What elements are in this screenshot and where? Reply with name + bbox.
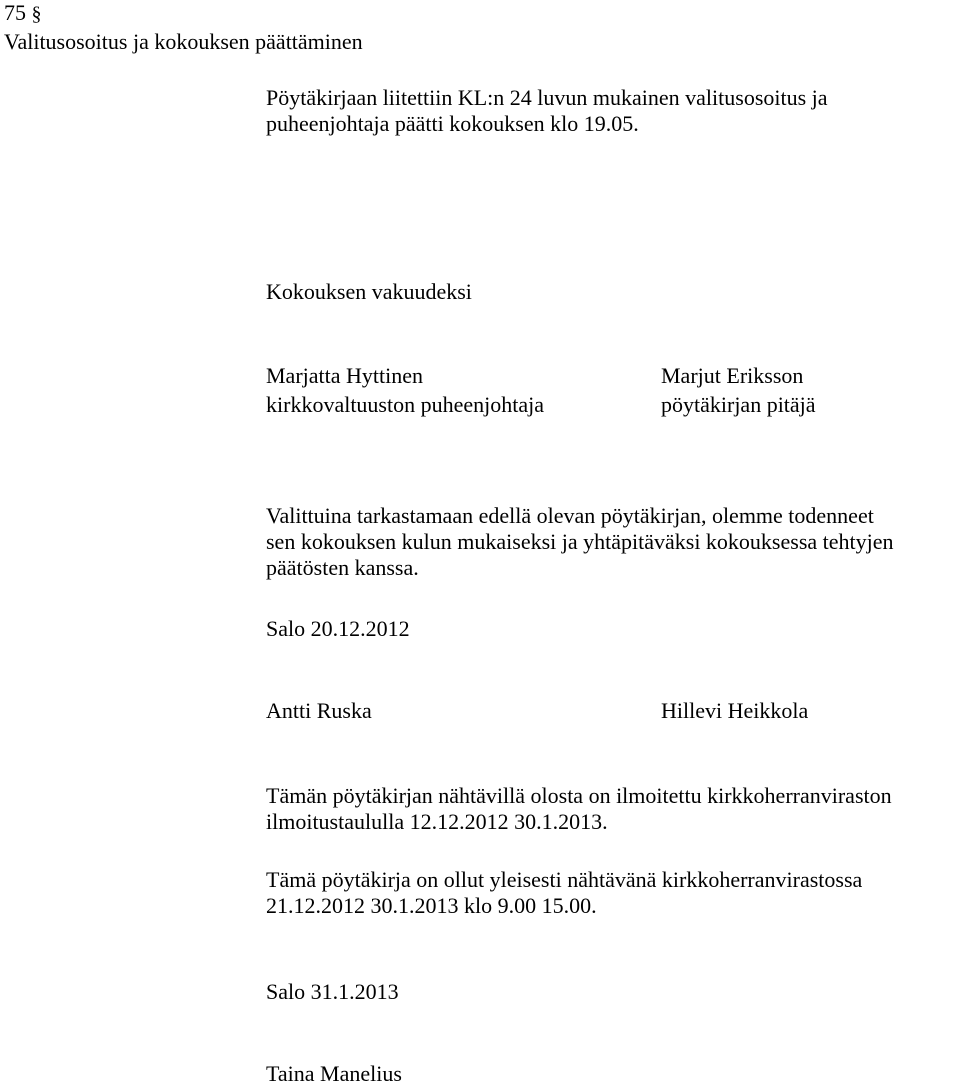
- notice-line: ilmoitustaululla 12.12.2012 30.1.2013.: [266, 809, 608, 834]
- reviewer-left: Antti Ruska: [266, 698, 372, 723]
- review-place-date: Salo 20.12.2012: [266, 616, 410, 641]
- notice-line: Tämä pöytäkirja on ollut yleisesti nähtävänä kirkkoherranvirastossa: [266, 867, 863, 892]
- closing-signer: Taina Manelius: [266, 1061, 402, 1086]
- closing-place-date: Salo 31.1.2013: [266, 979, 399, 1004]
- signatory-right-role: pöytäkirjan pitäjä: [661, 392, 816, 417]
- section-title: Valitusosoitus ja kokouksen päättäminen: [4, 29, 363, 54]
- review-paragraph: [266, 503, 894, 581]
- reviewer-right: Hillevi Heikkola: [661, 698, 809, 723]
- section-symbol: §: [31, 3, 42, 25]
- minutes-paragraph: [266, 85, 828, 137]
- signatory-left-name: Marjatta Hyttinen: [266, 363, 424, 388]
- signatory-right-name: Marjut Eriksson: [661, 363, 804, 388]
- paragraph-line: puheenjohtaja päätti kokouksen klo 19.05.: [266, 111, 639, 136]
- review-line: päätösten kanssa.: [266, 555, 419, 580]
- attestation-heading: Kokouksen vakuudeksi: [266, 279, 472, 304]
- notice-paragraph-2: [266, 867, 862, 919]
- signatory-left-role: kirkkovaltuuston puheenjohtaja: [266, 392, 544, 417]
- review-line: Valittuina tarkastamaan edellä olevan pöytäkirjan, olemme todenneet: [266, 503, 874, 528]
- paragraph-line: Pöytäkirjaan liitettiin KL:n 24 luvun mukainen valitusosoitus ja: [266, 85, 828, 110]
- notice-line: 21.12.2012 30.1.2013 klo 9.00 15.00.: [266, 893, 597, 918]
- notice-line: Tämän pöytäkirjan nähtävillä olosta on ilmoitettu kirkkoherranviraston: [266, 783, 892, 808]
- review-line: sen kokouksen kulun mukaiseksi ja yhtäpitäväksi kokouksessa tehtyjen: [266, 529, 894, 554]
- section-number-line: [4, 0, 42, 27]
- section-number: 75: [4, 0, 26, 25]
- notice-paragraph-1: [266, 783, 892, 835]
